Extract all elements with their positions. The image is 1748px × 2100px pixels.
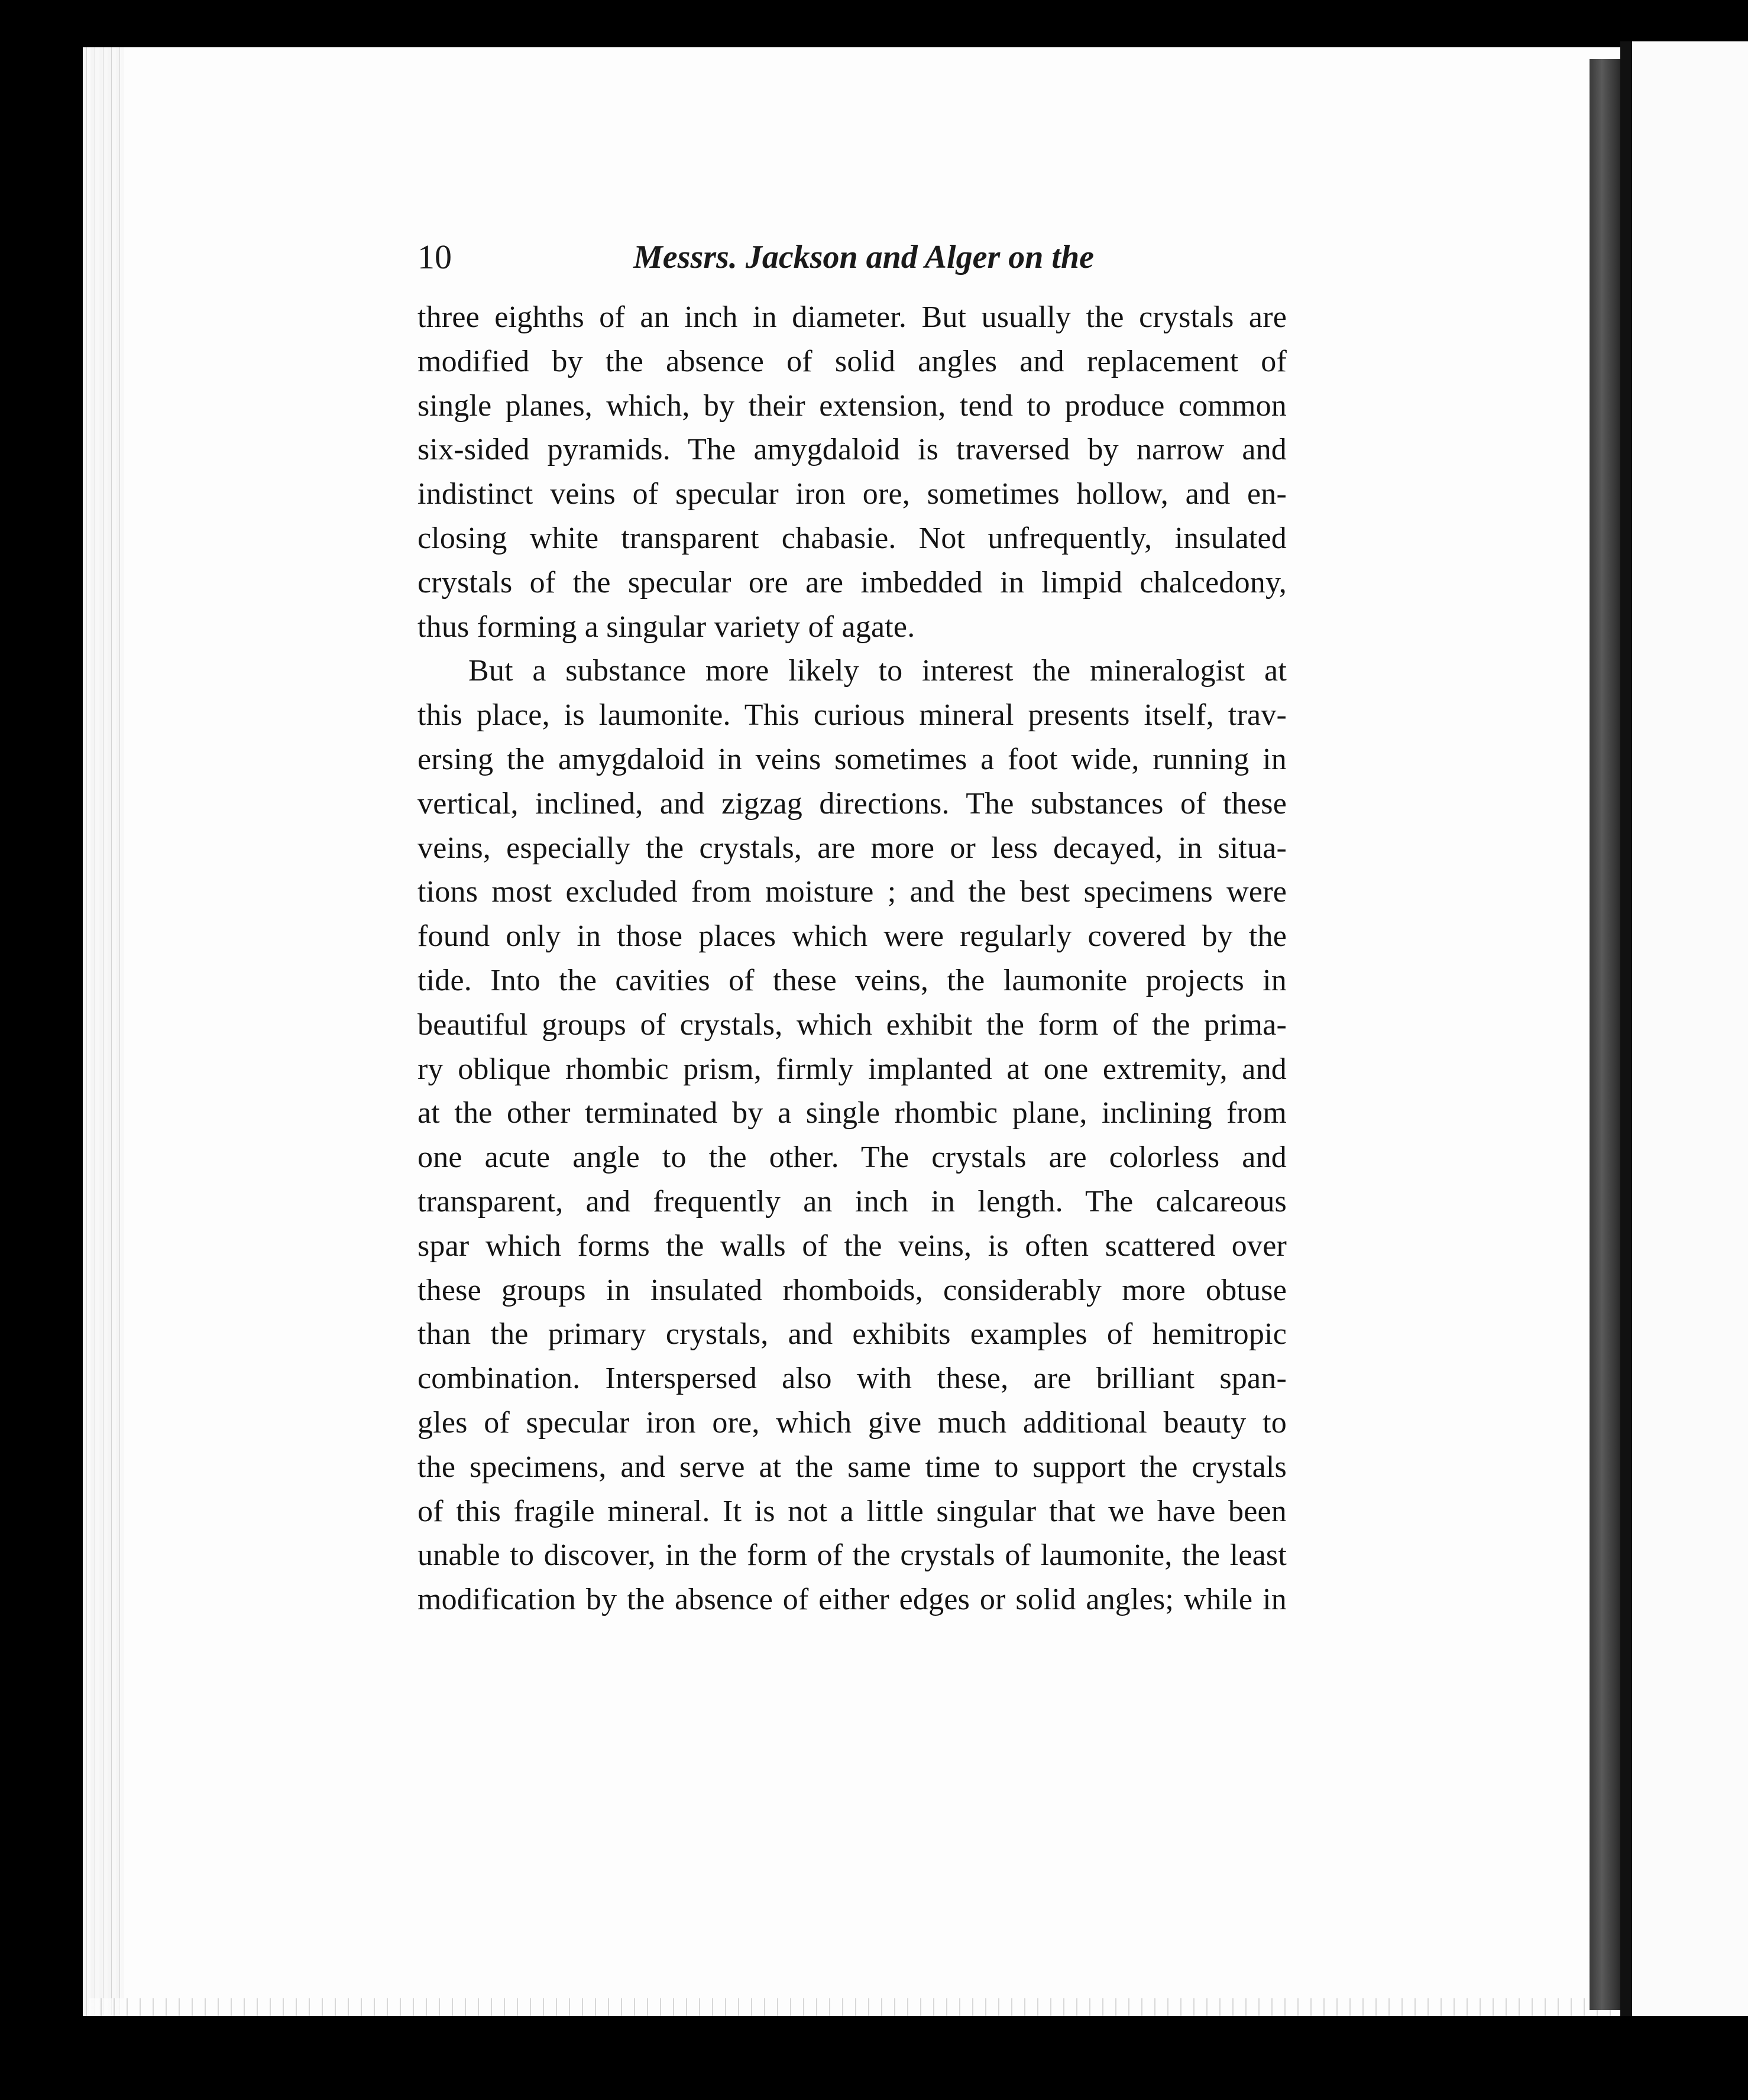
running-title: Messrs. Jackson and Alger on the [633, 239, 1094, 276]
gutter-shadow [1590, 59, 1620, 2010]
page-bottom-edge [89, 1998, 1620, 2016]
text-line: combination. Interspersed also with these, are brilliant span- [417, 1362, 1287, 1396]
text-line: closing white transparent chabasie. Not unfrequently, insulated [417, 521, 1287, 555]
text-line: these groups in insulated rhomboids, considerably more obtuse [417, 1273, 1287, 1307]
adjacent-page-sliver [1632, 41, 1748, 2016]
text-line: crystals of the specular ore are imbedded in limpid chalcedony, [417, 565, 1287, 599]
text-line: single planes, which, by their extension, tend to produce common [417, 388, 1287, 423]
text-line: six-sided pyramids. The amygdaloid is traversed by narrow and [417, 433, 1287, 467]
text-line: one acute angle to the other. The crystals are colorless and [417, 1140, 1287, 1175]
text-line: of this fragile mineral. It is not a little singular that we have been [417, 1494, 1287, 1528]
text-line: spar which forms the walls of the veins, is often scattered over [417, 1229, 1287, 1263]
text-line: ry oblique rhombic prism, firmly implanted at one extremity, and [417, 1052, 1287, 1086]
text-line: But a substance more likely to interest the mineralogist at [468, 654, 1287, 688]
text-line: the specimens, and serve at the same time to support the crystals [417, 1450, 1287, 1484]
text-line: modification by the absence of either edges or solid angles; while in [417, 1583, 1287, 1617]
text-line: than the primary crystals, and exhibits examples of hemitropic [417, 1317, 1287, 1352]
body-text [417, 296, 1287, 1622]
binding-edge [83, 47, 124, 2016]
paragraph-1 [417, 296, 1287, 649]
text-line: tide. Into the cavities of these veins, the laumonite projects in [417, 963, 1287, 997]
text-line: veins, especially the crystals, are more or less decayed, in situa- [417, 831, 1287, 865]
text-line: unable to discover, in the form of the crystals of laumonite, the least [417, 1538, 1287, 1573]
text-line: modified by the absence of solid angles and replacement of [417, 344, 1287, 378]
text-line: transparent, and frequently an inch in length. The calcareous [417, 1184, 1287, 1218]
running-header [417, 231, 1287, 284]
text-line: ersing the amygdaloid in veins sometimes a foot wide, running in [417, 742, 1287, 776]
text-line: at the other terminated by a single rhombic plane, inclining from [417, 1096, 1287, 1130]
gutter-edge [1620, 41, 1632, 2016]
paragraph-2 [417, 649, 1287, 1622]
page-number: 10 [417, 238, 452, 276]
text-line: this place, is laumonite. This curious mineral presents itself, trav- [417, 698, 1287, 733]
text-line: beautiful groups of crystals, which exhibit the form of the prima- [417, 1007, 1287, 1042]
text-line: three eighths of an inch in diameter. But usually the crystals are [417, 300, 1287, 334]
text-line: vertical, inclined, and zigzag directions. The substances of these [417, 786, 1287, 821]
text-line: tions most excluded from moisture ; and the best specimens were [417, 875, 1287, 909]
text-line: found only in those places which were regularly covered by the [417, 919, 1287, 954]
text-line: thus forming a singular variety of agate. [417, 610, 915, 644]
text-line: indistinct veins of specular iron ore, sometimes hollow, and en- [417, 477, 1287, 511]
text-line: gles of specular iron ore, which give much additional beauty to [417, 1405, 1287, 1440]
